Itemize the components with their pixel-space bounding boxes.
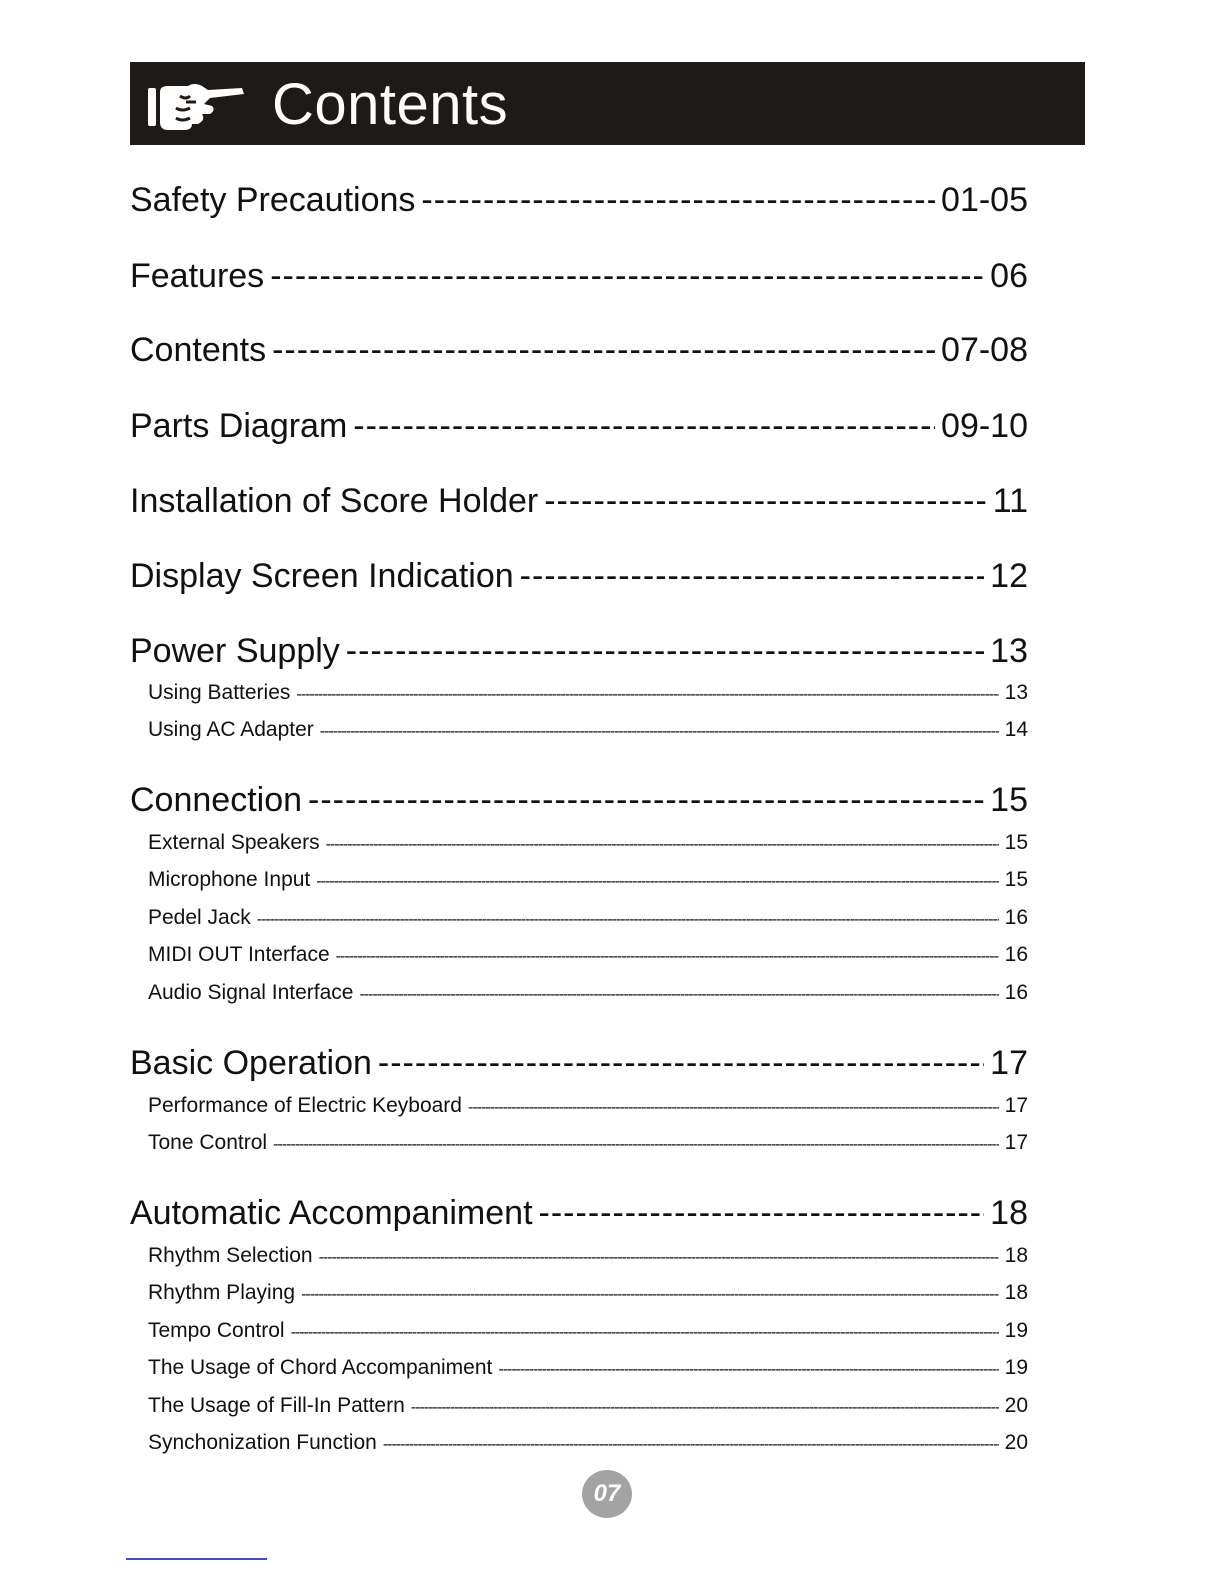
toc-entry-page: 18 [1004,1281,1028,1304]
toc-entry-title: Automatic Accompaniment [130,1194,533,1232]
toc-leader-dashes [308,778,984,822]
toc-entry-page: 18 [990,1194,1028,1232]
toc-subentry[interactable] [148,866,1028,896]
toc-entry[interactable] [130,1191,1028,1235]
toc-subentry[interactable] [148,1279,1028,1309]
toc-leader-dashes [520,554,985,598]
toc-entry-title: Contents [130,331,267,369]
toc-subentry[interactable] [148,1242,1028,1272]
toc-leader-dashes [273,1131,999,1159]
toc-leader-dashes [383,1431,999,1459]
toc-leader-dashes [468,1094,999,1122]
toc-entry[interactable] [130,404,1028,448]
toc-entry[interactable] [130,254,1028,298]
toc-entry-page: 19 [1004,1356,1028,1379]
toc-entry[interactable] [130,778,1028,822]
toc-leader-dashes [539,1191,985,1235]
toc-entry-page: 17 [1004,1131,1028,1154]
toc-entry-page: 16 [1004,906,1028,929]
toc-entry-page: 16 [1004,981,1028,1004]
toc-entry-title: Parts Diagram [130,407,348,445]
toc-subentry[interactable] [148,829,1028,859]
toc-leader-dashes [291,1319,999,1347]
toc-leader-dashes [319,1244,999,1272]
toc-entry-page: 15 [1004,831,1028,854]
toc-subentry[interactable] [148,679,1028,709]
toc-entry-page: 13 [990,632,1028,670]
toc-entry-title: The Usage of Chord Accompaniment [148,1356,493,1379]
toc-entry-page: 20 [1004,1394,1028,1417]
toc-entry-title: Performance of Electric Keyboard [148,1094,462,1117]
toc-leader-dashes [421,178,935,222]
toc-subentry[interactable] [148,1129,1028,1159]
toc-entry-title: Audio Signal Interface [148,981,354,1004]
toc-entry-title: Using AC Adapter [148,718,314,741]
toc-entry-page: 18 [1004,1244,1028,1267]
toc-leader-dashes [359,981,998,1009]
toc-entry[interactable] [130,629,1028,673]
toc-entry-page: 09-10 [941,407,1028,445]
toc-entry-title: The Usage of Fill-In Pattern [148,1394,405,1417]
toc-entry-title: Rhythm Playing [148,1281,296,1304]
toc-leader-dashes [301,1281,999,1309]
toc-entry-page: 14 [1004,718,1028,741]
toc-subentry[interactable] [148,979,1028,1009]
toc-leader-dashes [296,681,998,709]
toc-entry-page: 01-05 [941,181,1028,219]
toc-entry[interactable] [130,1041,1028,1085]
toc-entry-title: External Speakers [148,831,320,854]
toc-entry-page: 15 [990,781,1028,819]
toc-entry-title: Pedel Jack [148,906,251,929]
toc-entry-title: Tone Control [148,1131,268,1154]
pointing-hand-icon [146,78,246,134]
toc-leader-dashes [316,868,998,896]
toc-entry-title: Synchonization Function [148,1431,377,1454]
toc-entry-page: 12 [990,557,1028,595]
toc-entry-title: Display Screen Indication [130,557,514,595]
toc-entry-title: Basic Operation [130,1044,372,1082]
page-number: 07 [593,1480,621,1507]
toc-entry-page: 16 [1004,943,1028,966]
toc-subentry[interactable] [148,1392,1028,1422]
toc-leader-dashes [326,831,999,859]
toc-leader-dashes [346,629,984,673]
toc-leader-dashes [353,404,935,448]
toc-entry-page: 11 [992,482,1028,520]
toc-leader-dashes [257,906,999,934]
toc-entry-page: 20 [1004,1431,1028,1454]
toc-entry-title: Power Supply [130,632,340,670]
page-number-badge [582,1470,632,1518]
toc-entry-title: Installation of Score Holder [130,482,539,520]
toc-entry-page: 13 [1004,681,1028,704]
toc-leader-dashes [320,718,999,746]
toc-leader-dashes [544,479,986,523]
toc-leader-dashes [272,328,935,372]
toc-leader-dashes [498,1356,998,1384]
toc-subentry[interactable] [148,1354,1028,1384]
contents-header-bar [130,62,1085,145]
toc-entry[interactable] [130,479,1028,523]
toc-entry[interactable] [130,554,1028,598]
toc-entry-page: 17 [1004,1094,1028,1117]
toc-entry-page: 19 [1004,1319,1028,1342]
toc-subentry[interactable] [148,1317,1028,1347]
toc-entry-page: 06 [990,257,1028,295]
toc-entry-title: Features [130,257,265,295]
toc-entry-title: MIDI OUT Interface [148,943,330,966]
toc-subentry[interactable] [148,1429,1028,1459]
page-title: Contents [272,72,509,137]
toc-subentry[interactable] [148,716,1028,746]
toc-entry-page: 17 [990,1044,1028,1082]
toc-entry-title: Tempo Control [148,1319,285,1342]
toc-entry-title: Using Batteries [148,681,291,704]
footer-divider [126,1558,267,1560]
toc-entry-page: 15 [1004,868,1028,891]
toc-subentry[interactable] [148,904,1028,934]
toc-leader-dashes [336,943,999,971]
toc-leader-dashes [270,254,984,298]
toc-entry[interactable] [130,178,1028,222]
toc-entry-title: Safety Precautions [130,181,416,219]
toc-leader-dashes [411,1394,999,1422]
toc-entry-title: Microphone Input [148,868,311,891]
toc-entry-title: Connection [130,781,303,819]
toc-entry[interactable] [130,328,1028,372]
toc-entry-page: 07-08 [941,331,1028,369]
toc-entry-title: Rhythm Selection [148,1244,313,1267]
toc-leader-dashes [378,1041,984,1085]
toc-subentry[interactable] [148,1092,1028,1122]
toc-subentry[interactable] [148,941,1028,971]
